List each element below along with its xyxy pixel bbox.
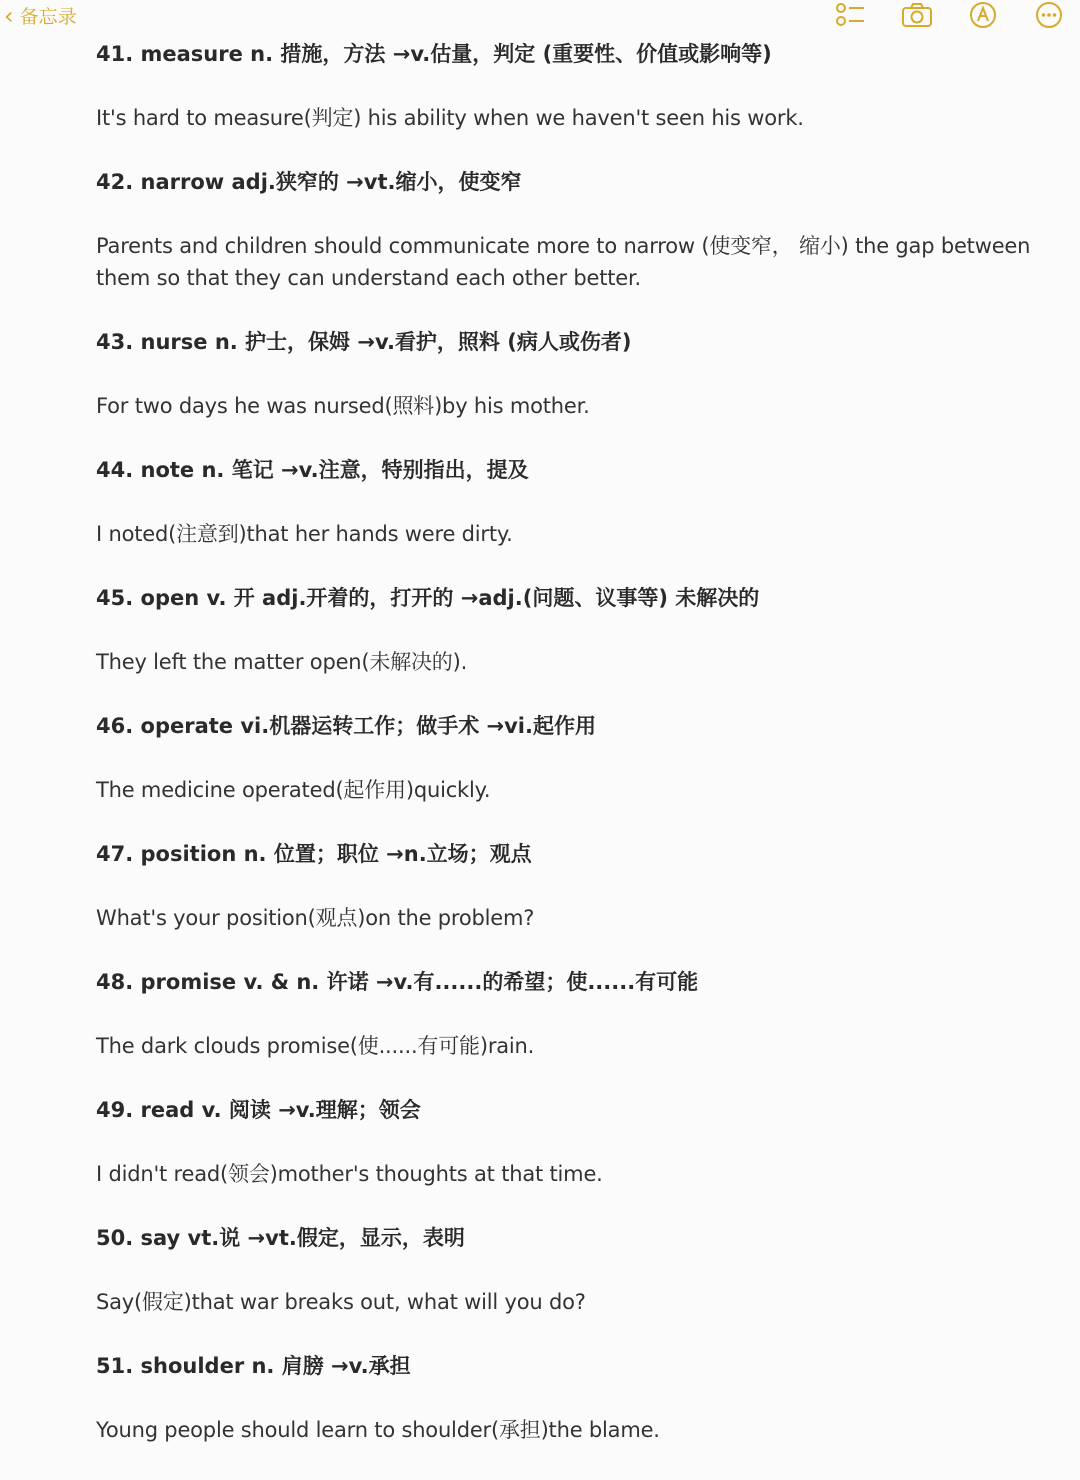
- toolbar: [834, 0, 1066, 30]
- vocab-entry: [96, 1224, 1071, 1318]
- markup-pen-icon: [969, 1, 997, 29]
- example-sentence: Say(假定)that war breaks out, what will you do?: [96, 1290, 586, 1314]
- example-sentence: I noted(注意到)that her hands were dirty.: [96, 522, 513, 546]
- vocab-entry: [96, 328, 1071, 422]
- vocab-word-line: 51. shoulder n. 肩膀 →v.承担: [96, 1354, 411, 1378]
- more-button[interactable]: [1032, 0, 1066, 30]
- vocab-word-line: 46. operate vi.机器运转工作；做手术 →vi.起作用: [96, 714, 596, 738]
- chevron-left-icon: ‹: [4, 1, 14, 30]
- example-sentence: Parents and children should communicate more to narrow (使变窄， 缩小) the gap between them so that they can understand each other better.: [96, 234, 1031, 290]
- vocab-word-line: 45. open v. 开 adj.开着的，打开的 →adj.(问题、议事等) 未解决的: [96, 586, 760, 610]
- camera-icon: [901, 2, 933, 28]
- vocab-entry: [96, 968, 1071, 1062]
- note-body[interactable]: [96, 40, 1071, 1480]
- vocab-entry: [96, 40, 1071, 134]
- example-sentence: The medicine operated(起作用)quickly.: [96, 778, 491, 802]
- vocab-entry: [96, 584, 1071, 678]
- vocab-word-line: 48. promise v. & n. 许诺 →v.有......的希望；使......有可能: [96, 970, 699, 994]
- vocab-entry: [96, 1096, 1071, 1190]
- checklist-button[interactable]: [834, 0, 868, 30]
- vocab-entry: [96, 712, 1071, 806]
- example-sentence: It's hard to measure(判定) his ability when we haven't seen his work.: [96, 106, 804, 130]
- vocab-word-line: 50. say vt.说 →vt.假定，显示，表明: [96, 1226, 465, 1250]
- vocab-entry: [96, 168, 1071, 294]
- back-label: 备忘录: [19, 6, 77, 28]
- vocab-word-line: 49. read v. 阅读 →v.理解；领会: [96, 1098, 421, 1122]
- vocab-word-line: 41. measure n. 措施，方法 →v.估量，判定 (重要性、价值或影响等): [96, 42, 772, 66]
- vocab-word-line: 44. note n. 笔记 →v.注意，特别指出，提及: [96, 458, 529, 482]
- navigation-bar: [0, 0, 1080, 32]
- checklist-icon: [836, 2, 866, 28]
- markup-button[interactable]: [966, 0, 1000, 30]
- vocab-word-line: 42. narrow adj.狭窄的 →vt.缩小，使变窄: [96, 170, 522, 194]
- back-button[interactable]: [4, 2, 77, 29]
- vocab-entry: [96, 1352, 1071, 1446]
- example-sentence: The dark clouds promise(使......有可能)rain.: [96, 1034, 535, 1058]
- vocab-word-line: 43. nurse n. 护士，保姆 →v.看护，照料 (病人或伤者): [96, 330, 632, 354]
- vocab-word-line: 47. position n. 位置；职位 →n.立场；观点: [96, 842, 532, 866]
- example-sentence: For two days he was nursed(照料)by his mother.: [96, 394, 590, 418]
- camera-button[interactable]: [900, 0, 934, 30]
- example-sentence: What's your position(观点)on the problem?: [96, 906, 535, 930]
- example-sentence: Young people should learn to shoulder(承担)the blame.: [96, 1418, 660, 1442]
- example-sentence: I didn't read(领会)mother's thoughts at that time.: [96, 1162, 603, 1186]
- vocab-entry: [96, 456, 1071, 550]
- example-sentence: They left the matter open(未解决的).: [96, 650, 468, 674]
- more-icon: [1035, 1, 1063, 29]
- vocab-entry: [96, 840, 1071, 934]
